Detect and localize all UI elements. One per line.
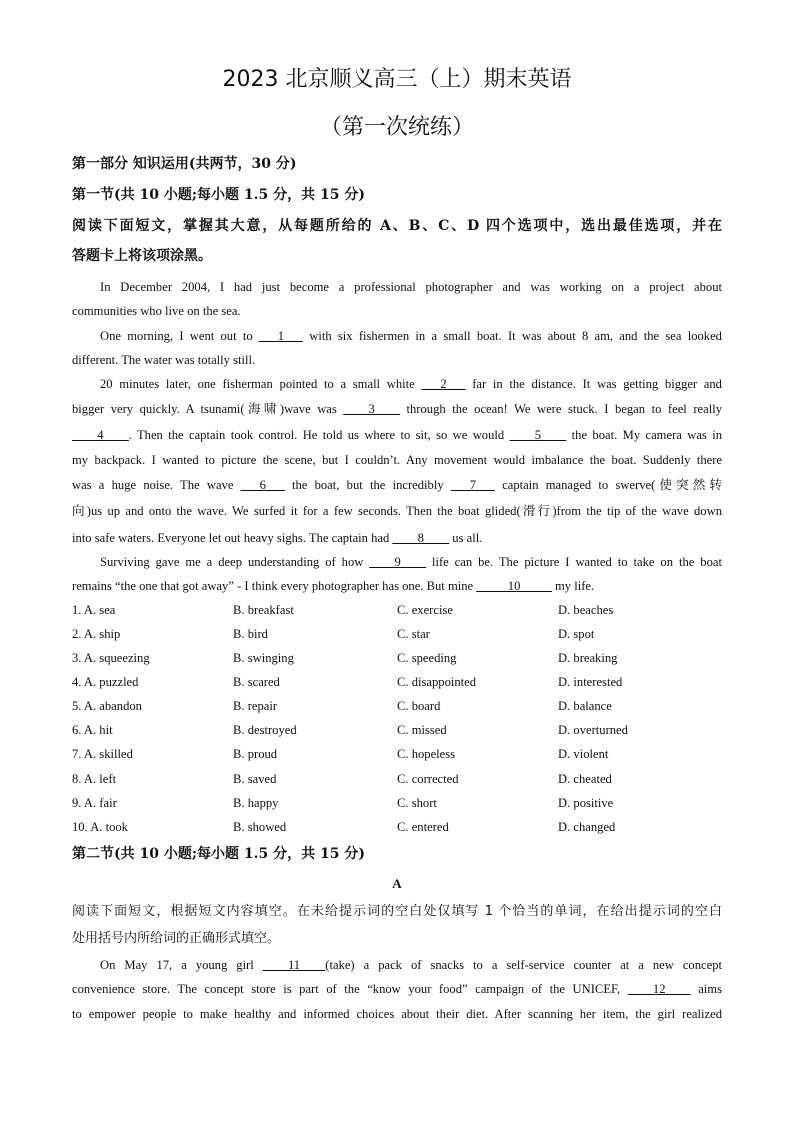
option-row xyxy=(72,675,732,691)
passage-line: 20 minutes later, one fisherman pointed to a small white ___2___ far in the distance. It was getting bigger and xyxy=(100,377,722,391)
option[interactable]: 1. A. sea xyxy=(72,603,116,617)
blank-6[interactable]: ___6___ xyxy=(240,478,285,492)
option[interactable]: B. proud xyxy=(233,747,278,761)
passage-line: One morning, I went out to ___1___ with six fishermen in a small boat. It was about 8 am, and the sea looked xyxy=(100,329,722,343)
part1-heading: 第一部分 知识运用(共两节，30 分) xyxy=(72,156,297,172)
option-row xyxy=(72,627,732,643)
option[interactable]: C. short xyxy=(397,796,437,810)
blank-8[interactable]: ____8____ xyxy=(392,531,450,545)
blank-11[interactable]: ____11____ xyxy=(262,958,326,972)
option[interactable]: D. spot xyxy=(558,627,595,641)
section2-instructions-line-2: 处用括号内所给词的正确形式填空。 xyxy=(72,931,281,946)
option-row xyxy=(72,820,732,836)
option[interactable]: B. breakfast xyxy=(233,603,294,617)
passage-line: In December 2004, I had just become a professional photographer and was working on a project about xyxy=(100,280,722,294)
option[interactable]: B. scared xyxy=(233,675,280,689)
option[interactable]: D. interested xyxy=(558,675,623,689)
passage-line: 向)us up and onto the wave. We surfed it for a few seconds. Then the boat glided(滑行)from the tip of the wave down xyxy=(72,504,722,518)
section1-heading: 第一节(共 10 小题;每小题 1.5 分，共 15 分) xyxy=(72,187,365,203)
option-row xyxy=(72,603,732,619)
blank-3[interactable]: ____3____ xyxy=(343,402,400,416)
option[interactable]: C. corrected xyxy=(397,772,459,786)
option-row xyxy=(72,747,732,763)
option[interactable]: 9. A. fair xyxy=(72,796,117,810)
option[interactable]: B. swinging xyxy=(233,651,294,665)
passage-line: was a huge noise. The wave ___6___ the boat, but the incredibly ___7___ captain managed to swerve(使突然转 xyxy=(72,478,722,492)
option[interactable]: D. overturned xyxy=(558,723,628,737)
passage-line: ____4____. Then the captain took control. He told us where to sit, so we would ____5____ the boat. My camera was in xyxy=(72,428,722,442)
blank-9[interactable]: ____9____ xyxy=(369,555,426,569)
blank-12[interactable]: ____12____ xyxy=(627,982,691,996)
option[interactable]: D. changed xyxy=(558,820,616,834)
option[interactable]: 3. A. squeezing xyxy=(72,651,150,665)
passage-line: bigger very quickly. A tsunami(海啸)wave was ____3____ through the ocean! We were stuck. I began to feel really xyxy=(72,402,722,416)
option[interactable]: D. balance xyxy=(558,699,612,713)
passage-line: remains “the one that got away” - I think every photographer has one. But mine _____10_____ my life. xyxy=(72,579,595,593)
option[interactable]: C. disappointed xyxy=(397,675,477,689)
blank-4[interactable]: ____4____ xyxy=(72,428,129,442)
option[interactable]: D. positive xyxy=(558,796,614,810)
option[interactable]: 8. A. left xyxy=(72,772,117,786)
blank-2[interactable]: ___2___ xyxy=(421,377,466,391)
option[interactable]: 2. A. ship xyxy=(72,627,121,641)
option-row xyxy=(72,723,732,739)
option[interactable]: 10. A. took xyxy=(72,820,128,834)
blank-5[interactable]: ____5____ xyxy=(509,428,567,442)
option[interactable]: C. missed xyxy=(397,723,447,737)
page-subtitle: （第一次统练） xyxy=(319,115,474,140)
option[interactable]: D. cheated xyxy=(558,772,612,786)
option[interactable]: C. hopeless xyxy=(397,747,456,761)
section2-instructions-line-1: 阅读下面短文，根据短文内容填空。在未给提示词的空白处仅填写 1 个恰当的单词，在给出提示词的空白 xyxy=(72,904,722,919)
blank-7[interactable]: ___7___ xyxy=(450,478,495,492)
option-row xyxy=(72,772,732,788)
passage-line: to empower people to make healthy and informed choices about their diet. After scanning her item, the girl realized xyxy=(72,1007,722,1021)
option[interactable]: B. destroyed xyxy=(233,723,297,737)
blank-1[interactable]: ___1___ xyxy=(258,329,303,343)
option[interactable]: B. showed xyxy=(233,820,287,834)
passage-line: Surviving gave me a deep understanding of how ____9____ life can be. The picture I wanted to take on the boat xyxy=(100,555,722,569)
option[interactable]: C. entered xyxy=(397,820,449,834)
option[interactable]: B. happy xyxy=(233,796,279,810)
passage-line: communities who live on the sea. xyxy=(72,304,241,318)
option[interactable]: B. repair xyxy=(233,699,278,713)
instructions-line-2: 答题卡上将该项涂黑。 xyxy=(72,248,212,264)
blank-10[interactable]: _____10_____ xyxy=(476,579,552,593)
option[interactable]: D. breaking xyxy=(558,651,618,665)
option[interactable]: D. beaches xyxy=(558,603,614,617)
option-row xyxy=(72,651,732,667)
option[interactable]: 6. A. hit xyxy=(72,723,113,737)
passage-line: On May 17, a young girl ____11____(take) a pack of snacks to a self-service counter at a new concept xyxy=(100,958,722,972)
option[interactable]: 5. A. abandon xyxy=(72,699,142,713)
option[interactable]: C. board xyxy=(397,699,441,713)
option[interactable]: B. saved xyxy=(233,772,277,786)
passage-line: into safe waters. Everyone let out heavy sighs. The captain had ____8____ us all. xyxy=(72,531,483,545)
option-row xyxy=(72,699,732,715)
option[interactable]: C. exercise xyxy=(397,603,453,617)
option[interactable]: 4. A. puzzled xyxy=(72,675,139,689)
section2-heading: 第二节(共 10 小题;每小题 1.5 分，共 15 分) xyxy=(72,846,365,862)
page-title: 2023 北京顺义高三（上）期末英语 xyxy=(222,67,572,92)
option[interactable]: C. speeding xyxy=(397,651,457,665)
passage-a-label: A xyxy=(392,876,402,891)
option-row xyxy=(72,796,732,812)
passage-line: convenience store. The concept store is part of the “know your food” campaign of the UNICEF, ____12____ aims xyxy=(72,982,722,996)
option[interactable]: B. bird xyxy=(233,627,268,641)
instructions-line-1: 阅读下面短文，掌握其大意，从每题所给的 A、B、C、D 四个选项中，选出最佳选项，并在 xyxy=(72,218,722,234)
option[interactable]: C. star xyxy=(397,627,430,641)
option[interactable]: D. violent xyxy=(558,747,609,761)
passage-line: my backpack. I wanted to picture the scene, but I couldn’t. Any movement would imbalance the boat. Suddenly there xyxy=(72,453,722,467)
passage-line: different. The water was totally still. xyxy=(72,353,256,367)
option[interactable]: 7. A. skilled xyxy=(72,747,133,761)
